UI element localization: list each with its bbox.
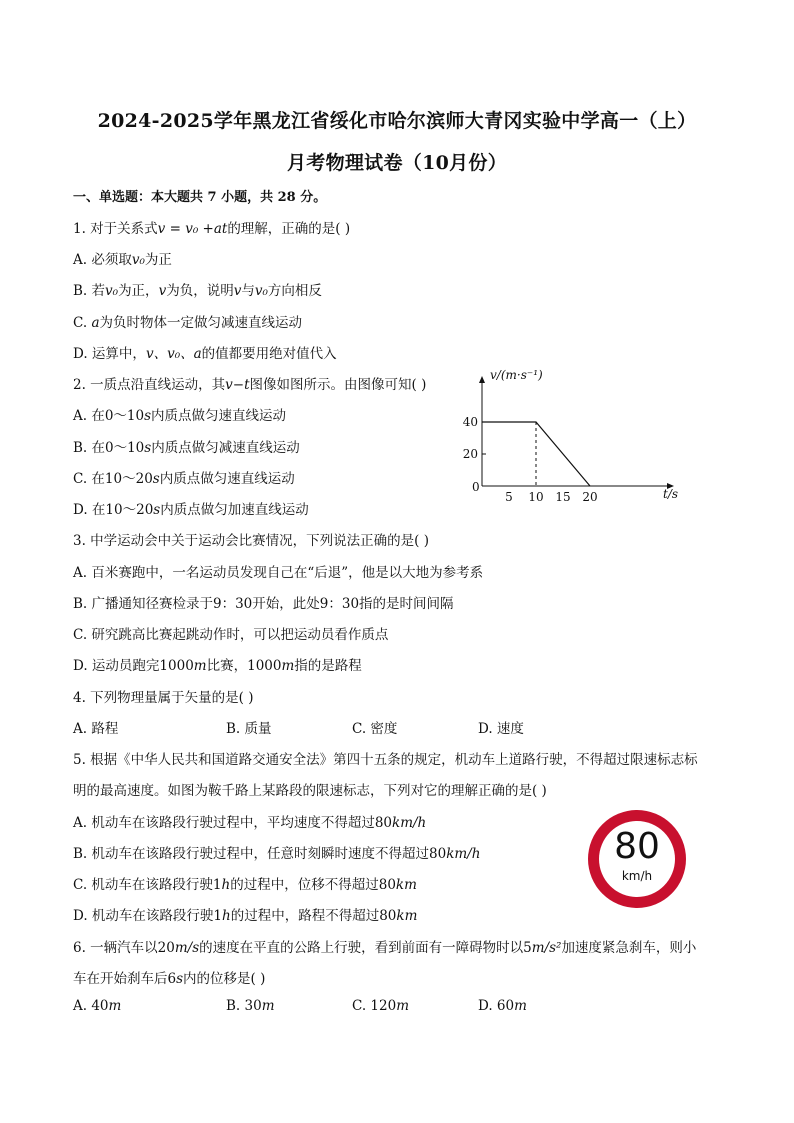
q2-stem: 2. 一质点沿直线运动，其v−t图像如图所示。由图像可知( ): [73, 377, 427, 393]
q4-stem: 4. 下列物理量属于矢量的是( ): [73, 690, 254, 706]
q6-option-b: B. 30m: [226, 998, 275, 1014]
q4-option-b: B. 质量: [226, 721, 272, 737]
exam-title-line2: 月考物理试卷（10月份）: [286, 152, 508, 174]
x-tick-label-10: 10: [528, 490, 544, 504]
q2-option-c: C. 在10～20s内质点做匀速直线运动: [73, 471, 295, 487]
x-axis-label: t/s: [663, 487, 679, 501]
q4-option-a: A. 路程: [73, 721, 119, 737]
speed-limit-unit: km/h: [621, 869, 653, 883]
q3-option-a: A. 百米赛跑中，一名运动员发现自己在“后退”，他是以大地为参考系: [73, 565, 484, 581]
y-tick-label-20: 20: [462, 447, 478, 461]
q5-option-a: A. 机动车在该路段行驶过程中，平均速度不得超过80km/h: [73, 815, 427, 831]
q1-stem: 1. 对于关系式v = v₀ +at的理解，正确的是( ): [73, 221, 351, 237]
q5-stem-line1: 5. 根据《中华人民共和国道路交通安全法》第四十五条的规定，机动车上道路行驶，不得超过限速标志标: [73, 752, 698, 768]
q1-option-b: B. 若v₀为正，v为负，说明v与v₀方向相反: [73, 283, 322, 299]
q5-option-b: B. 机动车在该路段行驶过程中，任意时刻瞬时速度不得超过80km/h: [73, 846, 481, 862]
q5-option-d: D. 机动车在该路段行驶1h的过程中，路程不得超过80km: [73, 908, 418, 924]
q1-option-a: A. 必须取v₀为正: [73, 252, 172, 268]
origin-label: 0: [472, 480, 480, 494]
x-tick-label-20: 20: [582, 490, 598, 504]
y-tick-label-40: 40: [462, 415, 478, 429]
q3-option-d: D. 运动员跑完1000m比赛，1000m指的是路程: [73, 658, 362, 674]
q2-option-d: D. 在10～20s内质点做匀加速直线运动: [73, 502, 309, 518]
q1-option-c: C. a为负时物体一定做匀减速直线运动: [73, 315, 302, 331]
q6-option-d: D. 60m: [478, 998, 527, 1014]
speed-limit-sign: [588, 810, 686, 908]
q3-option-b: B. 广播通知径赛检录于9：30开始，此处9：30指的是时间间隔: [73, 596, 454, 612]
q3-option-c: C. 研究跳高比赛起跳动作时，可以把运动员看作质点: [73, 627, 389, 643]
section-heading: 一、单选题：本大题共 7 小题，共 28 分。: [73, 190, 327, 205]
y-axis-arrow: [479, 376, 485, 383]
q1-option-d: D. 运算中，v、v₀、a的值都要用绝对值代入: [73, 346, 337, 362]
x-tick-label-15: 15: [555, 490, 571, 504]
vt-graph: [455, 365, 695, 505]
q6-option-c: C. 120m: [352, 998, 410, 1014]
speed-limit-sign-face: [599, 821, 675, 897]
q5-stem-line2: 明的最高速度。如图为鞍千路上某路段的限速标志，下列对它的理解正确的是( ): [73, 783, 547, 799]
q4-option-d: D. 速度: [478, 721, 524, 737]
x-tick-label-5: 5: [505, 490, 513, 504]
exam-title-line1: 2024-2025学年黑龙江省绥化市哈尔滨师大青冈实验中学高一（上）: [97, 110, 697, 132]
q6-option-a: A. 40m: [73, 998, 122, 1014]
q5-option-c: C. 机动车在该路段行驶1h的过程中，位移不得超过80km: [73, 877, 417, 893]
q3-stem: 3. 中学运动会中关于运动会比赛情况，下列说法正确的是( ): [73, 533, 429, 549]
speed-limit-number: 80: [614, 826, 660, 867]
q2-option-a: A. 在0～10s内质点做匀速直线运动: [73, 408, 287, 424]
q2-option-b: B. 在0～10s内质点做匀减速直线运动: [73, 440, 300, 456]
q6-stem-line1: 6. 一辆汽车以20m/s的速度在平直的公路上行驶，看到前面有一障碍物时以5m/s²加速度紧急刹车，则小: [73, 940, 697, 956]
q4-option-c: C. 密度: [352, 721, 398, 737]
y-axis-label: v/(m·s⁻¹): [490, 368, 543, 382]
q6-stem-line2: 车在开始刹车后6s内的位移是( ): [73, 971, 266, 987]
